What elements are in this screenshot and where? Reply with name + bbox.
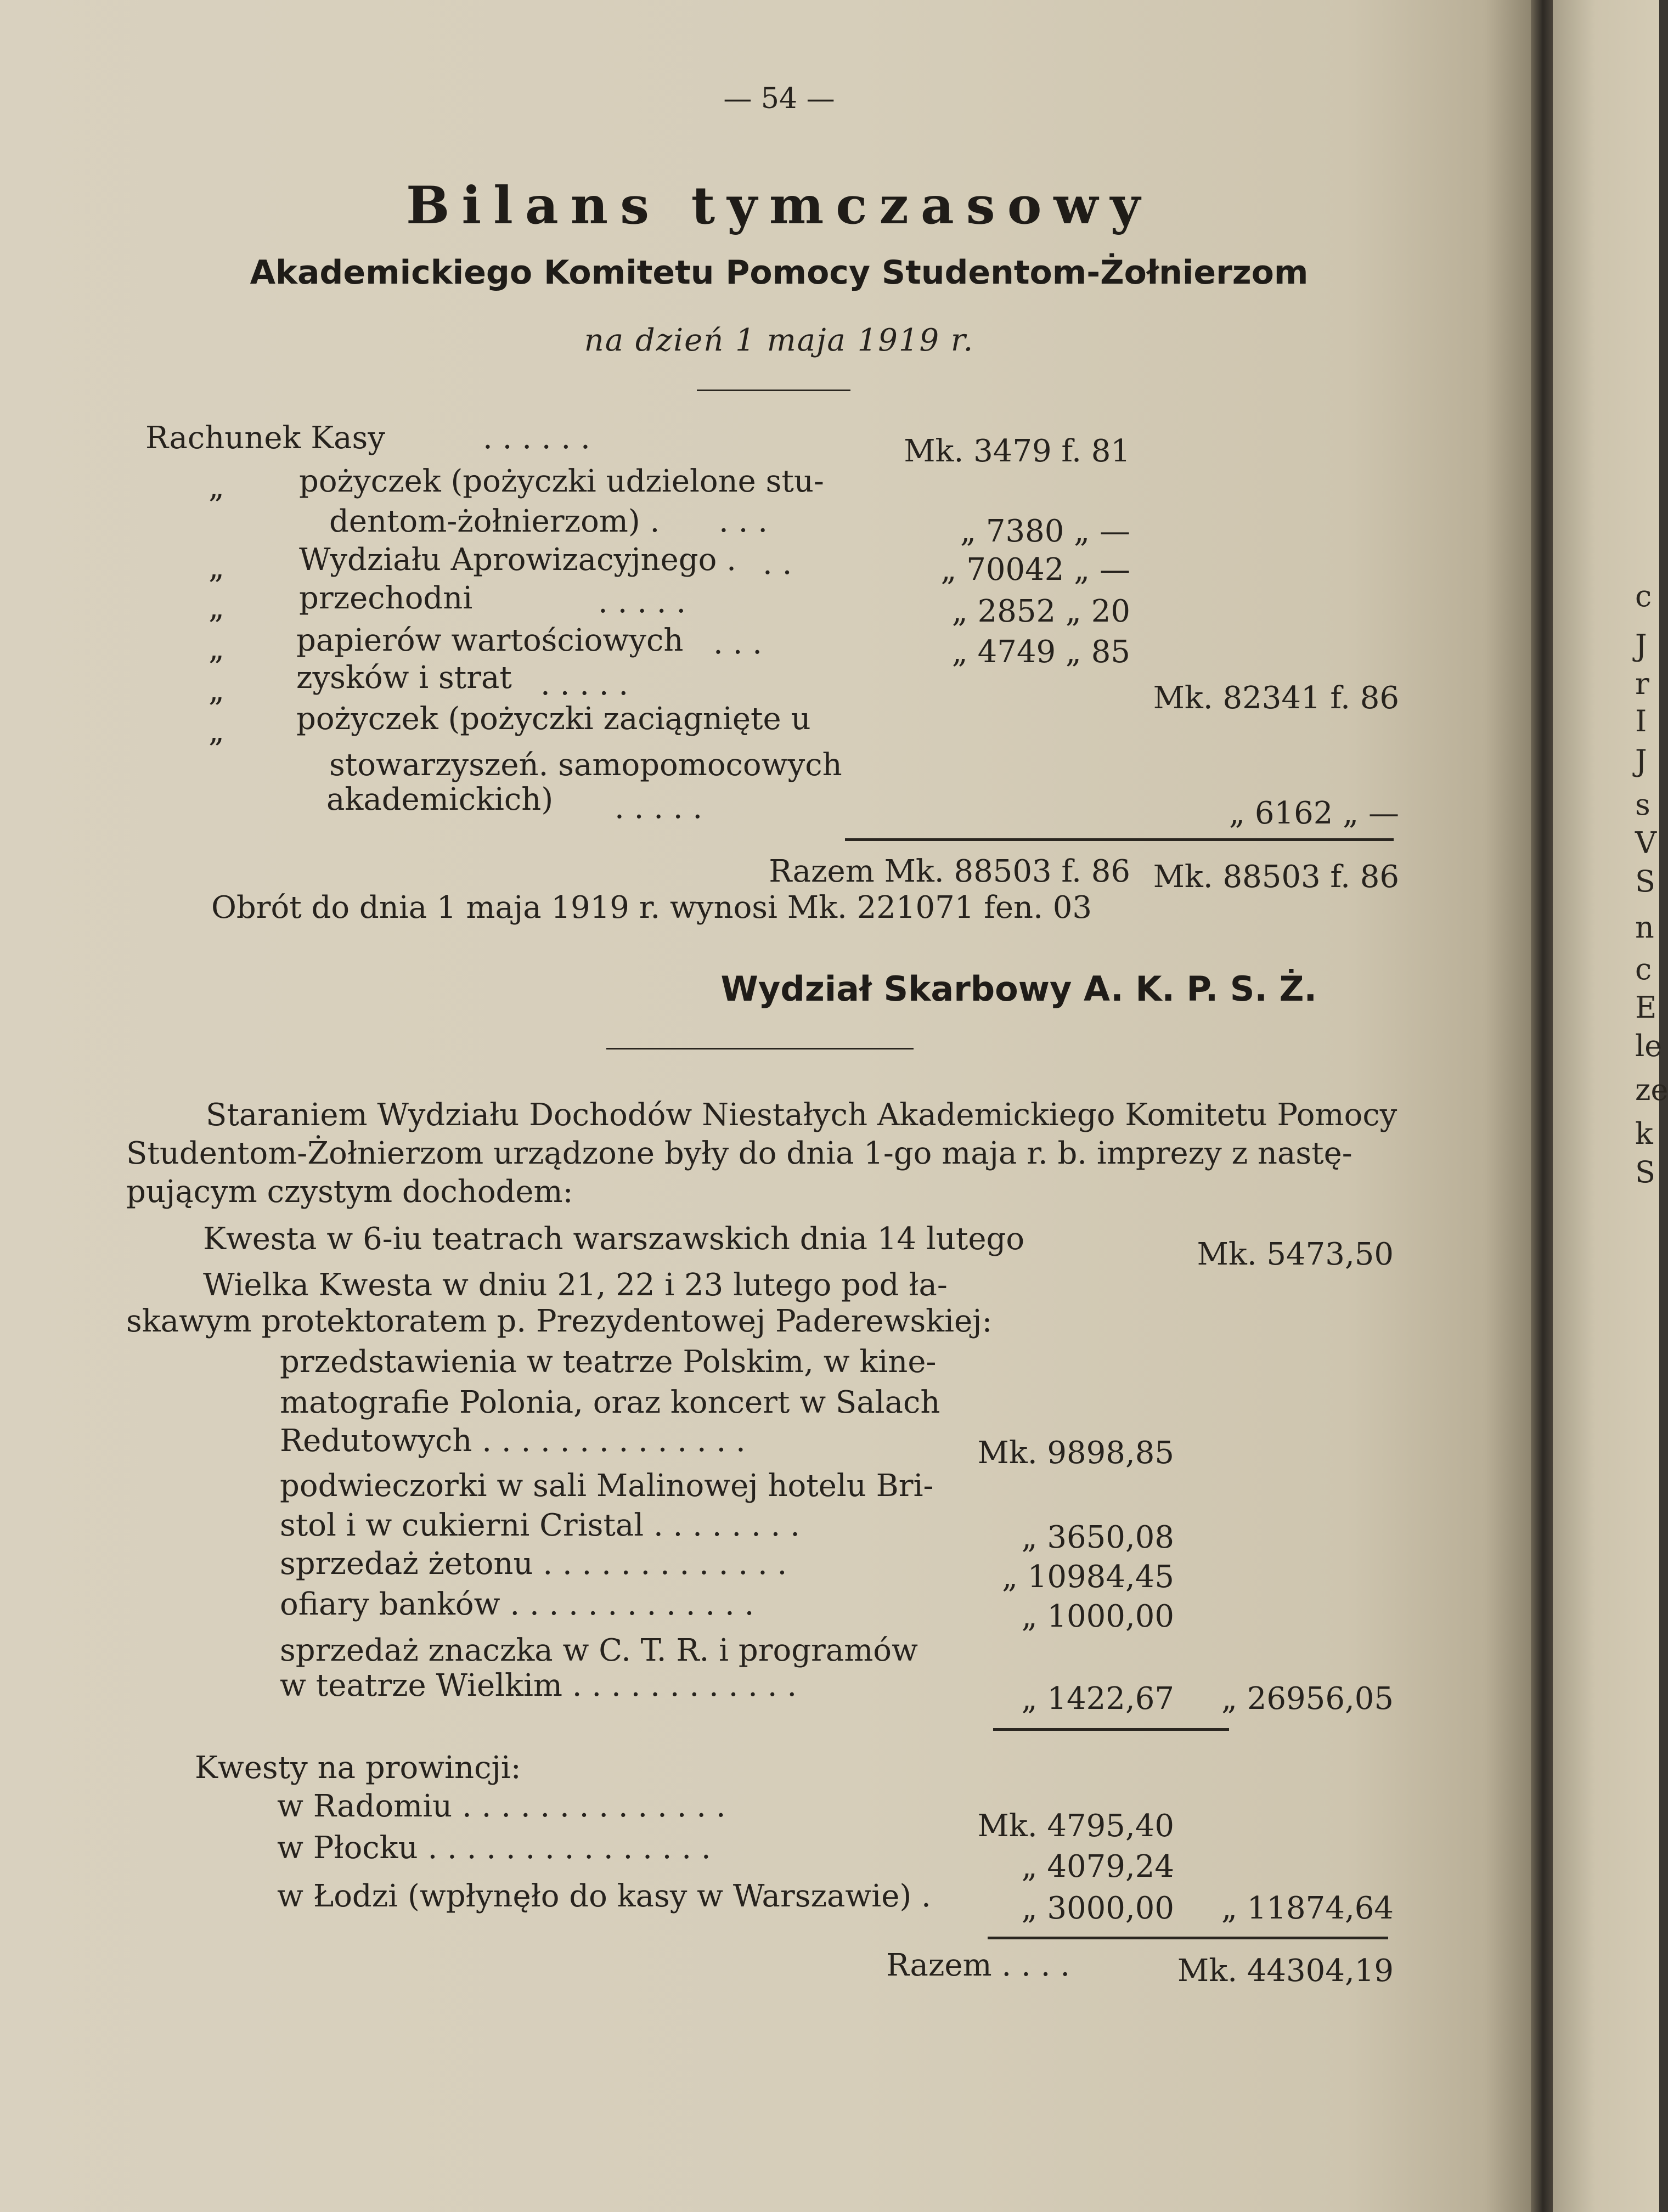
balance-row-label: stowarzyszeń. samopomocowych	[329, 747, 842, 783]
balance-row-amount: „ 7380 „ —	[960, 514, 1130, 549]
adjacent-page-glyph: c	[1635, 579, 1652, 613]
province-amount: „ 3000,00	[1021, 1891, 1174, 1926]
signature-department: Wydział Skarbowy A. K. P. S. Ż.	[720, 969, 1317, 1009]
income-line: Kwesta w 6-iu teatrach warszawskich dnia 14 lutego	[203, 1221, 1025, 1257]
income-line: stol i w cukierni Cristal . . . . . . . .	[280, 1508, 800, 1543]
balance-row-label: przechodni	[299, 580, 473, 616]
balance-row-label: pożyczek (pożyczki udzielone stu-	[299, 464, 824, 499]
document-title: Bilans tymczasowy	[406, 176, 1152, 236]
turnover-line: Obrót do dnia 1 maja 1919 r. wynosi Mk. 221071 fen. 03	[211, 890, 1092, 926]
document-subtitle: Akademickiego Komitetu Pomocy Studentom-Żołnierzom	[250, 253, 1309, 292]
balance-row-dots: . . .	[713, 625, 763, 661]
adjacent-page-glyph: r	[1635, 667, 1649, 701]
grand-total-value: Mk. 44304,19	[1177, 1953, 1394, 1989]
province-amount: „ 4079,24	[1021, 1849, 1174, 1884]
title-divider	[697, 390, 850, 391]
balance-row-label: pożyczek (pożyczki zaciągnięte u	[296, 701, 811, 737]
balance-row-dots: . . . . . .	[483, 420, 590, 456]
date-line: na dzień 1 maja 1919 r.	[584, 323, 974, 358]
balance-total-col2: Mk. 88503 f. 86	[1153, 859, 1399, 895]
balance-row-dots: . .	[763, 546, 792, 582]
province-line: w Płocku . . . . . . . . . . . . . . .	[277, 1830, 711, 1866]
adjacent-page-glyph: le	[1635, 1029, 1663, 1063]
book-gutter	[1531, 0, 1553, 2212]
intro-line: Studentom-Żołnierzom urządzone były do dnia 1-go maja r. b. imprezy z nastę-	[126, 1136, 1353, 1171]
province-sum: „ 11874,64	[1221, 1891, 1394, 1926]
income-sum: „ 26956,05	[1221, 1681, 1394, 1717]
adjacent-page-glyph: I	[1635, 704, 1647, 738]
income-line: ofiary banków . . . . . . . . . . . . .	[280, 1587, 754, 1622]
balance-row-amount: „ 70042 „ —	[940, 552, 1130, 588]
adjacent-page-glyph: ze	[1635, 1073, 1668, 1107]
income-amount: „ 1000,00	[1021, 1599, 1174, 1634]
income-line: Wielka Kwesta w dniu 21, 22 i 23 lutego pod ła-	[203, 1267, 948, 1303]
balance-row-total: „ 6162 „ —	[1229, 795, 1399, 831]
section-divider	[606, 1048, 914, 1049]
adjacent-page-glyph: S	[1635, 1155, 1655, 1189]
income-sum: Mk. 5473,50	[1197, 1237, 1394, 1272]
balance-total-col1: Razem Mk. 88503 f. 86	[769, 854, 1130, 889]
income-amount: „ 1422,67	[1021, 1681, 1174, 1717]
adjacent-page-glyph: J	[1635, 628, 1647, 663]
income-line: matografie Polonia, oraz koncert w Salach	[280, 1385, 940, 1420]
page-number: — 54 —	[723, 82, 835, 115]
balance-row-amount: „ 2852 „ 20	[951, 594, 1130, 629]
ditto-mark: „	[208, 550, 225, 585]
balance-row-dots: . . . . .	[598, 584, 686, 620]
income-line: sprzedaż żetonu . . . . . . . . . . . . .	[280, 1546, 787, 1582]
balance-row-dots: . . . . .	[540, 667, 629, 702]
province-heading: Kwesty na prowincji:	[195, 1750, 521, 1786]
income-line: przedstawienia w teatrze Polskim, w kine-	[280, 1344, 937, 1380]
balance-row-label: papierów wartościowych	[296, 623, 684, 658]
adjacent-page-glyph: s	[1635, 787, 1650, 822]
income-amount: Mk. 9898,85	[977, 1435, 1174, 1471]
income-line: podwieczorki w sali Malinowej hotelu Bri-	[280, 1468, 934, 1504]
ditto-mark: „	[208, 631, 225, 667]
grand-total-label: Razem . . . .	[886, 1948, 1070, 1983]
balance-row-label: Rachunek Kasy	[145, 420, 385, 456]
balance-row-label: Wydziału Aprowizacyjnego .	[299, 542, 736, 578]
income-amount: „ 3650,08	[1021, 1520, 1174, 1555]
balance-row-dots: . . .	[719, 504, 768, 539]
ditto-mark: „	[208, 469, 225, 505]
balance-row-label: akademickich)	[326, 782, 554, 817]
grand-total-rule	[988, 1937, 1388, 1939]
adjacent-page-glyph: c	[1635, 952, 1652, 986]
ditto-mark: „	[208, 590, 225, 625]
intro-line: Staraniem Wydziału Dochodów Niestałych Akademickiego Komitetu Pomocy	[206, 1097, 1397, 1133]
income-line: sprzedaż znaczka w C. T. R. i programów	[280, 1633, 918, 1668]
balance-row-amount: „ 4749 „ 85	[951, 634, 1130, 670]
adjacent-page-glyph: n	[1635, 910, 1654, 945]
income-amount: „ 10984,45	[1001, 1559, 1174, 1595]
adjacent-page-edge	[1553, 0, 1668, 2212]
adjacent-page-glyph: V	[1635, 826, 1656, 860]
adjacent-page-glyph: k	[1635, 1116, 1653, 1151]
balance-row-dots: . . . . .	[615, 790, 703, 826]
subtotal-rule	[993, 1728, 1229, 1731]
ditto-mark: „	[208, 673, 225, 708]
adjacent-page-glyph: S	[1635, 864, 1655, 899]
income-line: Redutowych . . . . . . . . . . . . . .	[280, 1423, 746, 1459]
income-line: skawym protektoratem p. Prezydentowej Paderewskiej:	[126, 1304, 993, 1339]
adjacent-page-glyph: E	[1635, 990, 1657, 1025]
balance-row-total: Mk. 82341 f. 86	[1153, 680, 1399, 716]
income-line: w teatrze Wielkim . . . . . . . . . . . .	[280, 1668, 797, 1703]
balance-sum-rule	[845, 838, 1394, 841]
balance-row-amount: Mk. 3479 f. 81	[904, 433, 1130, 469]
balance-row-label: dentom-żołnierzom) .	[329, 504, 660, 539]
intro-line: pującym czystym dochodem:	[126, 1174, 573, 1210]
province-line: w Łodzi (wpłynęło do kasy w Warszawie) .	[277, 1878, 931, 1914]
province-amount: Mk. 4795,40	[977, 1808, 1174, 1844]
balance-row-label: zysków i strat	[296, 660, 512, 696]
province-line: w Radomiu . . . . . . . . . . . . . .	[277, 1788, 726, 1824]
ditto-mark: „	[208, 713, 225, 749]
adjacent-page-glyph: J	[1635, 743, 1647, 778]
